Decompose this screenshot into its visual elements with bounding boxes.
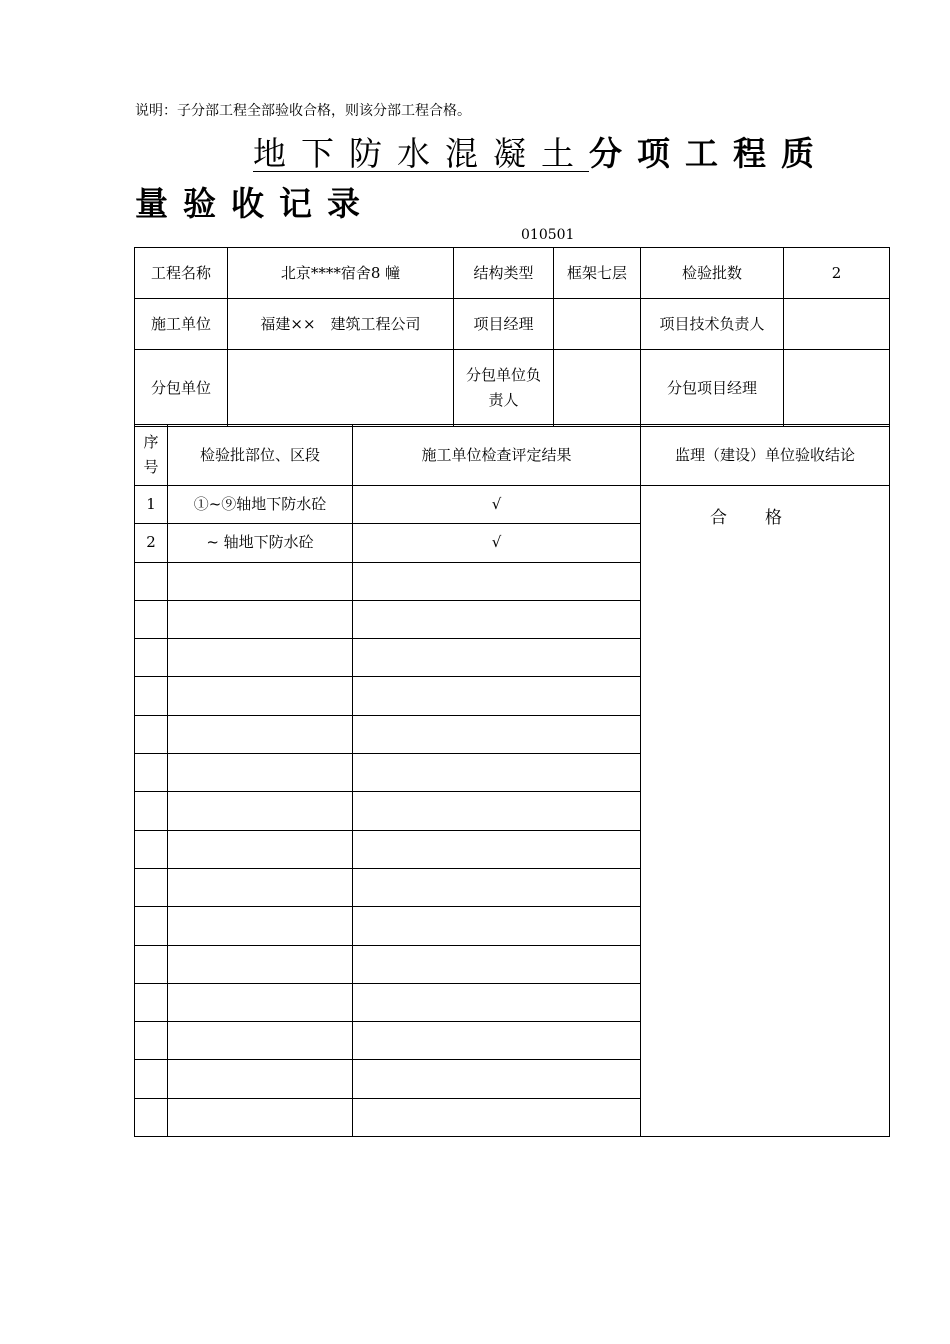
project-name-value: 北京****宿舍8 幢 (228, 248, 454, 299)
project-name-label: 工程名称 (135, 248, 228, 299)
row-result (353, 754, 641, 792)
sub-pm-label: 分包项目经理 (641, 350, 784, 427)
sub-lead-value (554, 350, 641, 427)
info-table (134, 247, 890, 427)
pm-label: 项目经理 (454, 299, 554, 350)
row-result (353, 792, 641, 830)
table-header (135, 425, 890, 486)
header-result: 施工单位检查评定结果 (353, 425, 641, 486)
row-result (353, 600, 641, 638)
row-location: ①~⑨轴地下防水砼 (168, 486, 353, 524)
title-bold-part-2: 量验收记录 (135, 184, 375, 223)
row-seq (135, 754, 168, 792)
row-location (168, 1098, 353, 1136)
sub-lead-label: 分包单位负 责人 (454, 350, 554, 427)
row-result (353, 677, 641, 715)
row-result (353, 945, 641, 983)
row-seq (135, 907, 168, 945)
row-seq (135, 1060, 168, 1098)
pm-value (554, 299, 641, 350)
row-result (353, 907, 641, 945)
row-seq (135, 1098, 168, 1136)
header-location: 检验批部位、区段 (168, 425, 353, 486)
row-seq (135, 562, 168, 600)
row-location (168, 600, 353, 638)
row-location (168, 754, 353, 792)
row-location (168, 715, 353, 753)
row-location (168, 792, 353, 830)
row-seq (135, 983, 168, 1021)
row-seq (135, 1022, 168, 1060)
batch-count-value: 2 (784, 248, 890, 299)
row-seq (135, 677, 168, 715)
page-title-continued (135, 178, 840, 225)
note-text: 说明：子分部工程全部验收合格，则该分部工程合格。 (135, 103, 471, 119)
contractor-label: 施工单位 (135, 299, 228, 350)
page-title (135, 128, 840, 175)
table-row (135, 486, 890, 524)
structure-label: 结构类型 (454, 248, 554, 299)
conclusion-cell: 合格 (641, 486, 890, 1137)
row-seq (135, 600, 168, 638)
row-location (168, 868, 353, 906)
info-row-1 (135, 248, 890, 299)
row-location (168, 907, 353, 945)
row-result (353, 1060, 641, 1098)
row-location (168, 677, 353, 715)
row-seq (135, 792, 168, 830)
row-location (168, 945, 353, 983)
row-location (168, 1022, 353, 1060)
tech-lead-label: 项目技术负责人 (641, 299, 784, 350)
row-result (353, 715, 641, 753)
row-location (168, 830, 353, 868)
header-seq: 序号 (135, 425, 168, 486)
row-location: ~ 轴地下防水砼 (168, 524, 353, 562)
row-result (353, 830, 641, 868)
row-result: √ (353, 486, 641, 524)
row-seq (135, 945, 168, 983)
structure-value: 框架七层 (554, 248, 641, 299)
form-code: 010501 (521, 227, 575, 243)
header-conclusion: 监理（建设）单位验收结论 (641, 425, 890, 486)
row-seq (135, 715, 168, 753)
sub-pm-value (784, 350, 890, 427)
inspection-table (134, 424, 890, 1137)
row-location (168, 983, 353, 1021)
row-seq (135, 830, 168, 868)
row-location (168, 639, 353, 677)
row-location (168, 1060, 353, 1098)
row-result (353, 868, 641, 906)
info-row-3 (135, 350, 890, 427)
title-underlined-part: 地下防水混凝土 (253, 134, 589, 173)
row-seq: 1 (135, 486, 168, 524)
row-seq (135, 639, 168, 677)
row-result (353, 639, 641, 677)
info-row-2 (135, 299, 890, 350)
tech-lead-value (784, 299, 890, 350)
batch-count-label: 检验批数 (641, 248, 784, 299)
contractor-value: 福建×× 建筑工程公司 (228, 299, 454, 350)
row-result (353, 1022, 641, 1060)
row-result (353, 562, 641, 600)
title-bold-part: 分项工程质 (589, 134, 829, 173)
row-seq (135, 868, 168, 906)
row-location (168, 562, 353, 600)
sub-value (228, 350, 454, 427)
row-result: √ (353, 524, 641, 562)
row-seq: 2 (135, 524, 168, 562)
row-result (353, 983, 641, 1021)
row-result (353, 1098, 641, 1136)
sub-label: 分包单位 (135, 350, 228, 427)
